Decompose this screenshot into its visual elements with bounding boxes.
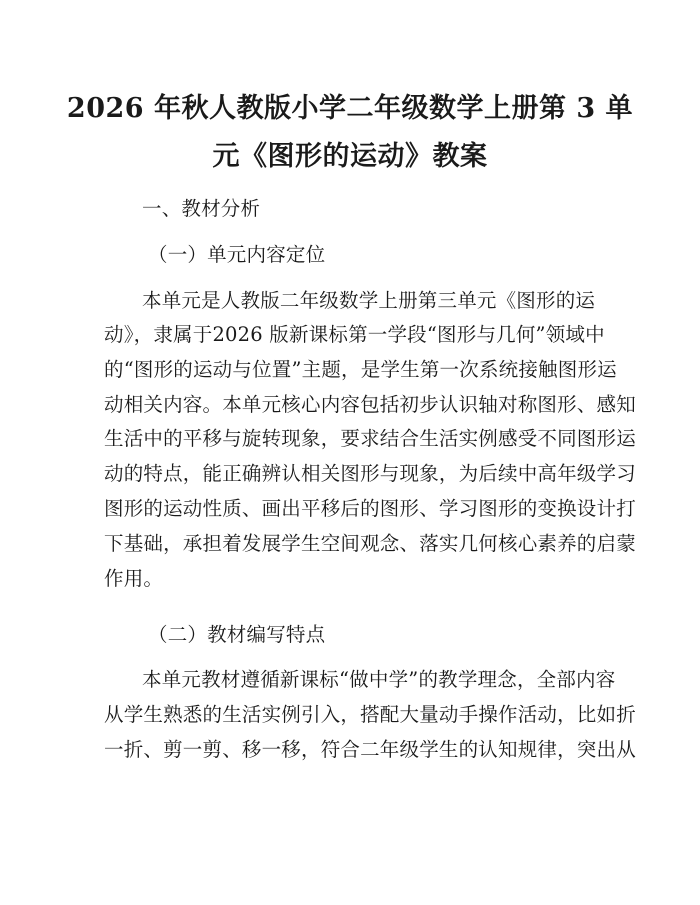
paragraph-1-line-5: 生活中的平移与旋转现象，要求结合生活实例感受不同图形运 (104, 427, 636, 450)
paragraph-1-line-8: 下基础，承担着发展学生空间观念、落实几何核心素养的启蒙 (104, 532, 636, 555)
paragraph-1-line-2: 动》，隶属于2026 版新课标第一学段“图形与几何”领域中 (104, 323, 605, 346)
paragraph-1-line-1: 本单元是人教版二年级数学上册第三单元《图形的运 (142, 289, 596, 312)
subsection-heading-unit-positioning: （一）单元内容定位 (148, 243, 326, 266)
paragraph-1-line-7: 图形的运动性质、画出平移后的图形、学习图形的变换设计打 (104, 497, 636, 520)
paragraph-1-line-4: 动相关内容。本单元核心内容包括初步认识轴对称图形、感知 (104, 393, 636, 416)
paragraph-2-line-2: 从学生熟悉的生活实例引入，搭配大量动手操作活动，比如折 (104, 703, 636, 726)
section-heading-teaching-material-analysis: 一、教材分析 (142, 197, 261, 220)
paragraph-2-line-3: 一折、剪一剪、移一移，符合二年级学生的认知规律，突出从 (104, 738, 636, 761)
document-title-line-2: 元《图形的运动》教案 (212, 141, 488, 172)
subsection-heading-material-features: （二）教材编写特点 (148, 623, 326, 646)
paragraph-1-line-6: 动的特点，能正确辨认相关图形与现象，为后续中高年级学习 (104, 462, 636, 485)
paragraph-1-line-9: 作用。 (104, 567, 164, 590)
paragraph-1-line-3: 的“图形的运动与位置”主题，是学生第一次系统接触图形运 (104, 358, 617, 381)
document-title-line-1: 2026 年秋人教版小学二年级数学上册第 3 单 (66, 93, 634, 124)
paragraph-2-line-1: 本单元教材遵循新课标“做中学”的教学理念，全部内容 (142, 668, 616, 691)
